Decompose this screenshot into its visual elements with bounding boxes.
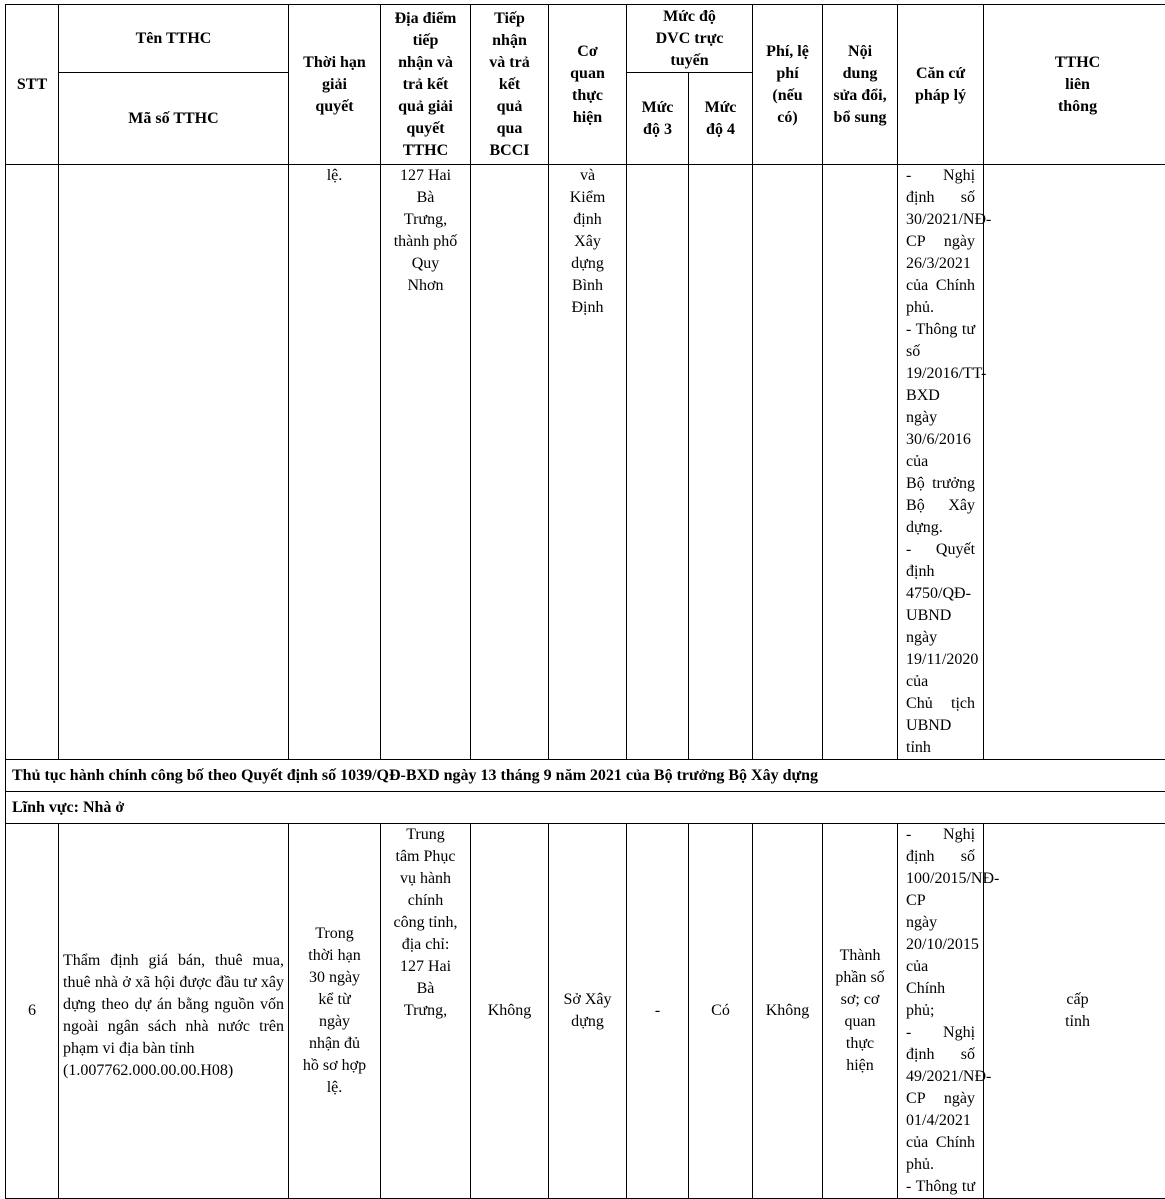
- header-tthc-lien-thong: TTHC liên thông: [984, 5, 1165, 165]
- legal-line: - Quyết định: [906, 539, 975, 583]
- legal-line: ngày 30/6/2016 của: [906, 407, 975, 473]
- section-row: [6, 760, 1165, 792]
- legal-line: - Nghị định số: [906, 1022, 975, 1066]
- legal-line: Chính phủ;: [906, 978, 975, 1022]
- cell-co-quan: Sở Xây dựng: [549, 824, 627, 1199]
- legal-line: - Nghị định số: [906, 165, 975, 209]
- cell-ten: [59, 824, 289, 1199]
- legal-line: 49/2021/NĐ-CP ngày: [906, 1066, 975, 1110]
- table-row-6: [6, 824, 1165, 1199]
- header-thoi-han: Thời hạn giải quyết: [289, 5, 381, 165]
- legal-line: Chủ tịch UBND tỉnh: [906, 693, 975, 759]
- cell-can-cu: [898, 165, 984, 760]
- legal-line: dựng.: [906, 517, 975, 539]
- header-ten-tthc: Tên TTHC: [59, 5, 289, 73]
- cell-phi: Không: [753, 824, 823, 1199]
- cell-thoi-han: lệ.: [289, 165, 381, 760]
- cell-bcci: Không: [471, 824, 549, 1199]
- header-muc-do-4: Mức độ 4: [689, 73, 753, 165]
- cell-muc-do-4: Có: [689, 824, 753, 1199]
- legal-line: ngày 20/10/2015 của: [906, 912, 975, 978]
- procedure-name: Thẩm định giá bán, thuê mua, thuê nhà ở xã hội được đầu tư xây dựng theo dự án bằng nguồn vốn ngoài ngân sách nhà nước trên phạm vi địa bàn tỉnh: [63, 950, 284, 1060]
- section-title: Thủ tục hành chính công bố theo Quyết định số 1039/QĐ-BXD ngày 13 tháng 9 năm 2021 của Bộ trưởng Bộ Xây dựng: [6, 760, 1165, 792]
- cell-noi-dung: Thành phần số sơ; cơ quan thực hiện: [823, 824, 898, 1199]
- legal-line: phủ.: [906, 297, 975, 319]
- header-can-cu: Căn cứ pháp lý: [898, 5, 984, 165]
- cell-phi: [753, 165, 823, 760]
- field-title: Lĩnh vực: Nhà ở: [6, 792, 1165, 824]
- legal-line: 01/4/2021 của Chính: [906, 1110, 975, 1154]
- legal-line: phủ.: [906, 1154, 975, 1176]
- procedure-table: [5, 4, 1165, 1199]
- table-row-continued: [6, 165, 1165, 760]
- cell-dia-diem: 127 Hai Bà Trưng, thành phố Quy Nhơn: [381, 165, 471, 760]
- legal-line: Bộ trưởng Bộ Xây: [906, 473, 975, 517]
- cell-muc-do-3: [627, 165, 689, 760]
- cell-noi-dung: [823, 165, 898, 760]
- header-ma-so-tthc: Mã số TTHC: [59, 73, 289, 165]
- field-row: [6, 792, 1165, 824]
- header-co-quan: Cơ quan thực hiện: [549, 5, 627, 165]
- header-phi-le-phi: Phí, lệ phí (nếu có): [753, 5, 823, 165]
- header-muc-do-3: Mức độ 3: [627, 73, 689, 165]
- procedure-code: (1.007762.000.00.00.H08): [63, 1060, 284, 1082]
- legal-line: 19/2016/TT-BXD: [906, 363, 975, 407]
- header-dia-diem: Địa điểm tiếp nhận và trả kết quả giải quyết TTHC: [381, 5, 471, 165]
- legal-line: - Nghị định số: [906, 824, 975, 868]
- cell-can-cu: [898, 824, 984, 1199]
- legal-line: 30/2021/NĐ-CP ngày: [906, 209, 975, 253]
- cell-lien-thong: [984, 165, 1165, 760]
- header-noi-dung: Nội dung sửa đổi, bổ sung: [823, 5, 898, 165]
- header-tiep-nhan-bcci: Tiếp nhận và trả kết quả qua BCCI: [471, 5, 549, 165]
- legal-line: 26/3/2021 của Chính: [906, 253, 975, 297]
- cell-stt: 6: [6, 824, 59, 1199]
- cell-muc-do-4: [689, 165, 753, 760]
- legal-line: - Thông tư số: [906, 319, 975, 363]
- header-muc-do-dvc: Mức độ DVC trực tuyến: [627, 5, 753, 73]
- cell-co-quan: và Kiểm định Xây dựng Bình Định: [549, 165, 627, 760]
- cell-stt: [6, 165, 59, 760]
- cell-bcci: [471, 165, 549, 760]
- legal-line: 4750/QĐ-UBND: [906, 583, 975, 627]
- cell-thoi-han: Trong thời hạn 30 ngày kể từ ngày nhận đủ hồ sơ hợp lệ.: [289, 824, 381, 1199]
- cell-lien-thong: cấp tỉnh: [984, 824, 1165, 1199]
- legal-line: 100/2015/NĐ-CP: [906, 868, 975, 912]
- cell-dia-diem: Trung tâm Phục vụ hành chính công tỉnh, địa chỉ: 127 Hai Bà Trưng,: [381, 824, 471, 1199]
- legal-line: - Thông tư: [906, 1176, 975, 1198]
- cell-ten: [59, 165, 289, 760]
- cell-muc-do-3: -: [627, 824, 689, 1199]
- header-stt: STT: [6, 5, 59, 165]
- legal-line: ngày 19/11/2020 của: [906, 627, 975, 693]
